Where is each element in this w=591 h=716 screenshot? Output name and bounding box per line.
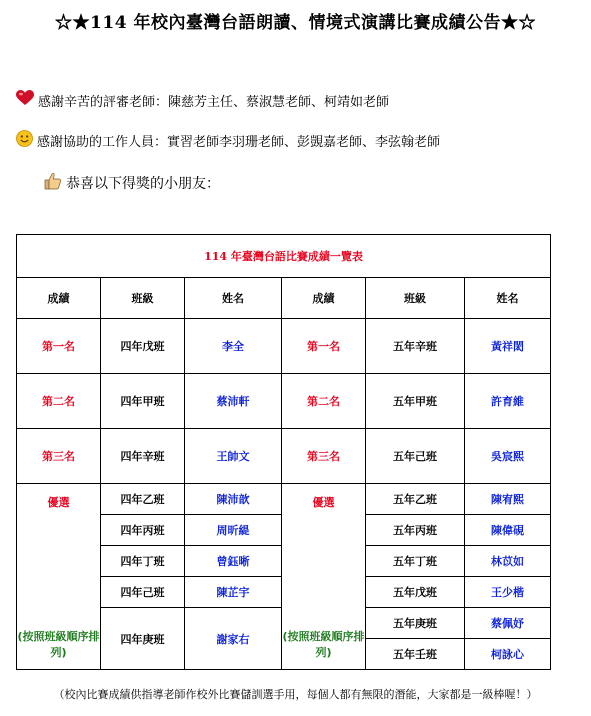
table-caption: 114 年臺灣台語比賽成績一覽表 [17,235,551,278]
header-class: 班級 [101,278,185,319]
name-cell: 周昕緹 [185,515,282,546]
table-row [17,429,551,484]
rank-cell: 第一名 [17,319,101,374]
honorable-note: (按照班級順序排列) [282,630,365,659]
rank-cell: 第二名 [17,374,101,429]
name-cell: 陳芷宇 [185,577,282,608]
class-cell: 四年乙班 [101,484,185,515]
rank-cell: 第一名 [282,319,366,374]
congrats-line [44,172,220,194]
thanks-staff-text: 感謝協助的工作人員：實習老師李羽珊老師、彭覬嘉老師、李弦翰老師 [37,135,441,150]
honorable-label: 優選 [312,496,335,509]
class-cell: 四年丁班 [101,546,185,577]
class-cell: 四年己班 [101,577,185,608]
honorable-cell-g5 [282,484,366,670]
class-cell: 四年庚班 [101,608,185,670]
page-title: ☆★114 年校內臺灣台語朗讀、情境式演講比賽成績公告★☆ [55,13,536,33]
name-cell: 許育維 [465,374,551,429]
name-cell: 柯詠心 [465,639,551,670]
header-rank: 成績 [282,278,366,319]
class-cell: 五年甲班 [366,374,465,429]
class-cell: 五年丁班 [366,546,465,577]
rank-cell: 第三名 [282,429,366,484]
class-cell: 五年辛班 [366,319,465,374]
rank-cell: 第三名 [17,429,101,484]
results-table [16,234,551,670]
header-name: 姓名 [185,278,282,319]
name-cell: 陳沛歆 [185,484,282,515]
thumbs-up-icon [44,172,62,194]
class-cell: 四年辛班 [101,429,185,484]
header-name: 姓名 [465,278,551,319]
name-cell: 蔡佩妤 [465,608,551,639]
name-cell: 蔡沛軒 [185,374,282,429]
class-cell: 五年壬班 [366,639,465,670]
class-cell: 五年庚班 [366,608,465,639]
honorable-cell-g4 [17,484,101,670]
class-cell: 四年戊班 [101,319,185,374]
name-cell: 李全 [185,319,282,374]
name-cell: 陳偉硯 [465,515,551,546]
header-class: 班級 [366,278,465,319]
honorable-label: 優選 [47,496,70,509]
class-cell: 五年己班 [366,429,465,484]
footer-note: （校內比賽成績供指導老師作校外比賽儲訓選手用，每個人都有無限的潛能，大家都是一級棒喔！） [53,688,538,701]
class-cell: 四年丙班 [101,515,185,546]
class-cell: 五年乙班 [366,484,465,515]
name-cell: 王少楷 [465,577,551,608]
table-row [17,484,551,515]
honorable-note: (按照班級順序排列) [17,630,100,659]
heart-icon [16,90,34,110]
header-rank: 成績 [17,278,101,319]
thanks-judges-text: 感謝辛苦的評審老師：陳慈芳主任、蔡淑慧老師、柯靖如老師 [38,94,390,110]
table-header-row [17,278,551,319]
class-cell: 四年甲班 [101,374,185,429]
thanks-judges-line [16,90,389,110]
table-row [17,374,551,429]
class-cell: 五年丙班 [366,515,465,546]
name-cell: 王帥文 [185,429,282,484]
name-cell: 吳宸熙 [465,429,551,484]
table-row [17,319,551,374]
name-cell: 曾鈺晰 [185,546,282,577]
congrats-text: 恭喜以下得獎的小朋友： [66,176,220,192]
name-cell: 黃祥閎 [465,319,551,374]
name-cell: 林苡如 [465,546,551,577]
class-cell: 五年戊班 [366,577,465,608]
rank-cell: 第二名 [282,374,366,429]
name-cell: 陳宥熙 [465,484,551,515]
name-cell: 謝家右 [185,608,282,670]
thanks-staff-line [16,130,440,151]
smiley-icon [16,130,33,151]
